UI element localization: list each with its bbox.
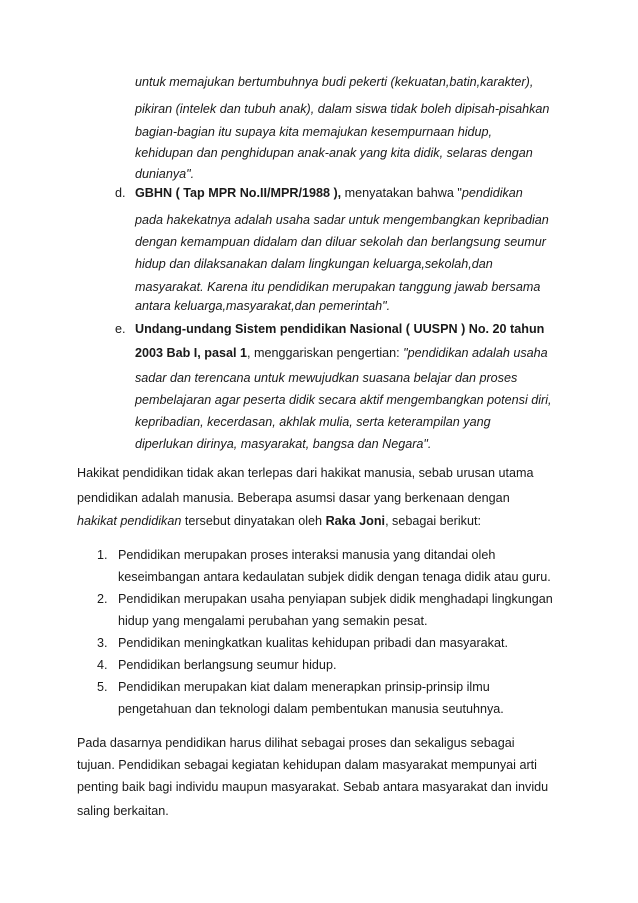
quote-line: diperlukan dirinya, masyarakat, bangsa dan Negara". <box>135 437 432 451</box>
list-number: 1. <box>97 548 108 562</box>
quote-line: untuk memajukan bertumbuhnya budi pekerti (kekuatan,batin,karakter), <box>135 75 534 89</box>
quote-line: dunianya". <box>135 167 195 181</box>
item-e-quote-start: "pendidikan adalah usaha <box>403 346 548 360</box>
item-e-intro: , menggariskan pengertian: <box>247 346 404 360</box>
list-item-line: Pendidikan merupakan proses interaksi manusia yang ditandai oleh <box>118 548 496 562</box>
quote-line: kepribadian, kecerdasan, akhlak mulia, serta keterampilan yang <box>135 415 491 429</box>
list-item-line: Pendidikan meningkatkan kualitas kehidupan pribadi dan masyarakat. <box>118 636 508 650</box>
item-d-quote-start: pendidikan <box>461 186 523 200</box>
item-e-second-line <box>135 345 548 361</box>
item-e-source-line1: Undang-undang Sistem pendidikan Nasional ( UUSPN ) No. 20 tahun <box>135 322 545 336</box>
quote-line: antara keluarga,masyarakat,dan pemerintah". <box>135 299 391 313</box>
paragraph-line: saling berkaitan. <box>77 804 169 818</box>
item-d-first-line <box>135 185 523 201</box>
paragraph-line <box>77 513 481 529</box>
quote-line: pembelajaran agar peserta didik secara aktif mengembangkan potensi diri, <box>135 393 552 407</box>
paragraph-text: tersebut dinyatakan oleh <box>181 514 326 528</box>
list-item-line: pengetahuan dan teknologi dalam pembentukan manusia seutuhnya. <box>118 702 504 716</box>
item-d-intro: menyatakan bahwa " <box>341 186 462 200</box>
quote-line: pada hakekatnya adalah usaha sadar untuk mengembangkan kepribadian <box>135 213 549 227</box>
quote-line: dengan kemampuan didalam dan diluar sekolah dan berlangsung seumur <box>135 235 546 249</box>
list-label-d: d. <box>115 186 126 200</box>
paragraph-line: tujuan. Pendidikan sebagai kegiatan kehidupan dalam masyarakat mempunyai arti <box>77 758 537 772</box>
paragraph-line: pendidikan adalah manusia. Beberapa asumsi dasar yang berkenaan dengan <box>77 491 510 505</box>
paragraph-line: Pada dasarnya pendidikan harus dilihat sebagai proses dan sekaligus sebagai <box>77 736 515 750</box>
list-number: 3. <box>97 636 108 650</box>
list-number: 2. <box>97 592 108 606</box>
list-item-line: Pendidikan berlangsung seumur hidup. <box>118 658 337 672</box>
list-label-e: e. <box>115 322 126 336</box>
list-number: 5. <box>97 680 108 694</box>
quote-line: kehidupan dan penghidupan anak-anak yang kita didik, selaras dengan <box>135 146 533 160</box>
quote-line: masyarakat. Karena itu pendidikan merupakan tanggung jawab bersama <box>135 280 541 294</box>
item-d-source: GBHN ( Tap MPR No.II/MPR/1988 ), <box>135 186 342 200</box>
author-name: Raka Joni <box>325 514 386 528</box>
paragraph-line: penting baik bagi individu maupun masyarakat. Sebab antara masyarakat dan invidu <box>77 780 549 794</box>
paragraph-line: Hakikat pendidikan tidak akan terlepas dari hakikat manusia, sebab urusan utama <box>77 466 534 480</box>
quote-line: sadar dan terencana untuk mewujudkan suasana belajar dan proses <box>135 371 518 385</box>
quote-line: bagian-bagian itu supaya kita memajukan kesempurnaan hidup, <box>135 125 493 139</box>
list-item-line: hidup yang mengalami perubahan yang semakin pesat. <box>118 614 428 628</box>
list-item-line: keseimbangan antara kedaulatan subjek didik dengan tenaga didik atau guru. <box>118 570 551 584</box>
item-e-source-line2: 2003 Bab I, pasal 1 <box>135 346 248 360</box>
list-item-line: Pendidikan merupakan kiat dalam menerapkan prinsip-prinsip ilmu <box>118 680 490 694</box>
list-item-line: Pendidikan merupakan usaha penyiapan subjek didik menghadapi lingkungan <box>118 592 553 606</box>
quote-line: pikiran (intelek dan tubuh anak), dalam siswa tidak boleh dipisah-pisahkan <box>135 102 550 116</box>
list-number: 4. <box>97 658 108 672</box>
paragraph-text: , sebagai berikut: <box>385 514 481 528</box>
quote-line: hidup dan dilaksanakan dalam lingkungan keluarga,sekolah,dan <box>135 257 493 271</box>
term-hakikat: hakikat pendidikan <box>77 514 182 528</box>
